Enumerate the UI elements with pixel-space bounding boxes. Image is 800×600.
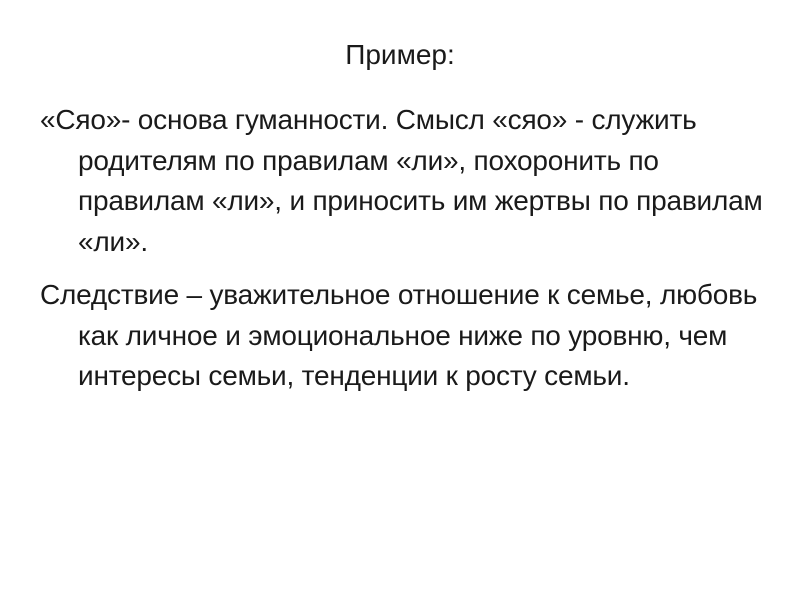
slide-body — [40, 100, 770, 410]
paragraph-siao: «Сяо»- основа гуманности. Смысл «сяо» - служить родителям по правилам «ли», похоронить по правилам «ли», и приносить им жертвы по правилам «ли». — [40, 104, 763, 257]
slide-title: Пример: — [345, 39, 455, 70]
paragraph-consequence: Следствие – уважительное отношение к семье, любовь как личное и эмоциональное ниже по уровню, чем интересы семьи, тенденции к росту семьи. — [40, 279, 758, 391]
